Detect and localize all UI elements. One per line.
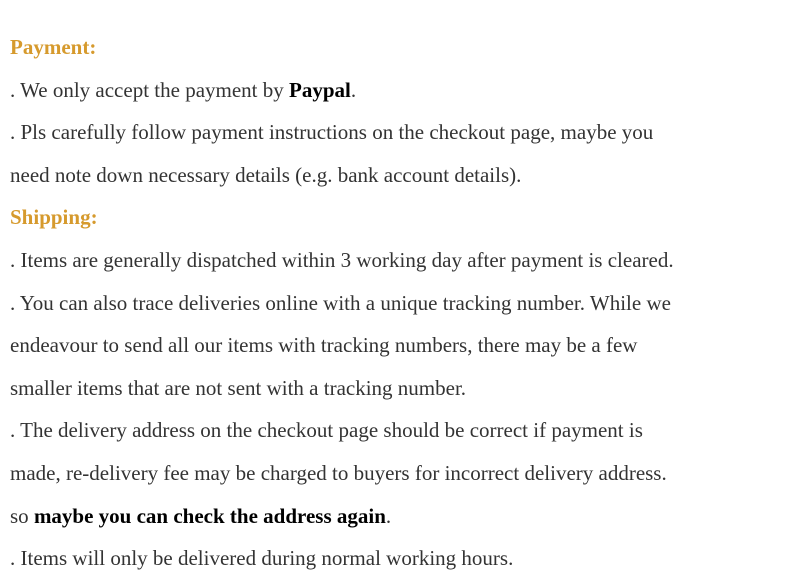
shipping-address-line-1: . The delivery address on the checkout page should be correct if payment is bbox=[10, 418, 643, 443]
shipping-tracking-line-3: smaller items that are not sent with a tracking number. bbox=[10, 375, 467, 400]
policy-document bbox=[10, 26, 790, 580]
shipping-address-line-3-suffix: . bbox=[385, 503, 392, 528]
shipping-address-line-3 bbox=[10, 495, 790, 538]
payment-item-paypal-prefix: . We only accept the payment by bbox=[10, 77, 289, 102]
shipping-address-line-3-prefix: so bbox=[10, 503, 34, 528]
paypal-emphasis: Paypal bbox=[289, 77, 351, 102]
payment-item-paypal bbox=[10, 69, 790, 112]
shipping-tracking-line-2: endeavour to send all our items with tracking numbers, there may be a few bbox=[10, 333, 638, 358]
payment-instructions-line-2: need note down necessary details (e.g. bank account details). bbox=[10, 162, 522, 187]
shipping-address-line-2: made, re-delivery fee may be charged to buyers for incorrect delivery address. bbox=[10, 460, 667, 485]
shipping-dispatch-item: . Items are generally dispatched within 3 working day after payment is cleared. bbox=[10, 247, 674, 272]
check-address-emphasis: maybe you can check the address again bbox=[33, 503, 386, 528]
shipping-tracking-line-1: . You can also trace deliveries online with a unique tracking number. While we bbox=[10, 290, 671, 315]
payment-item-paypal-suffix: . bbox=[350, 77, 357, 102]
shipping-working-hours-item: . Items will only be delivered during normal working hours. bbox=[10, 546, 514, 571]
shipping-heading: Shipping: bbox=[10, 205, 98, 230]
payment-heading: Payment: bbox=[10, 35, 97, 59]
payment-instructions-line-1: . Pls carefully follow payment instructions on the checkout page, maybe you bbox=[10, 120, 654, 145]
